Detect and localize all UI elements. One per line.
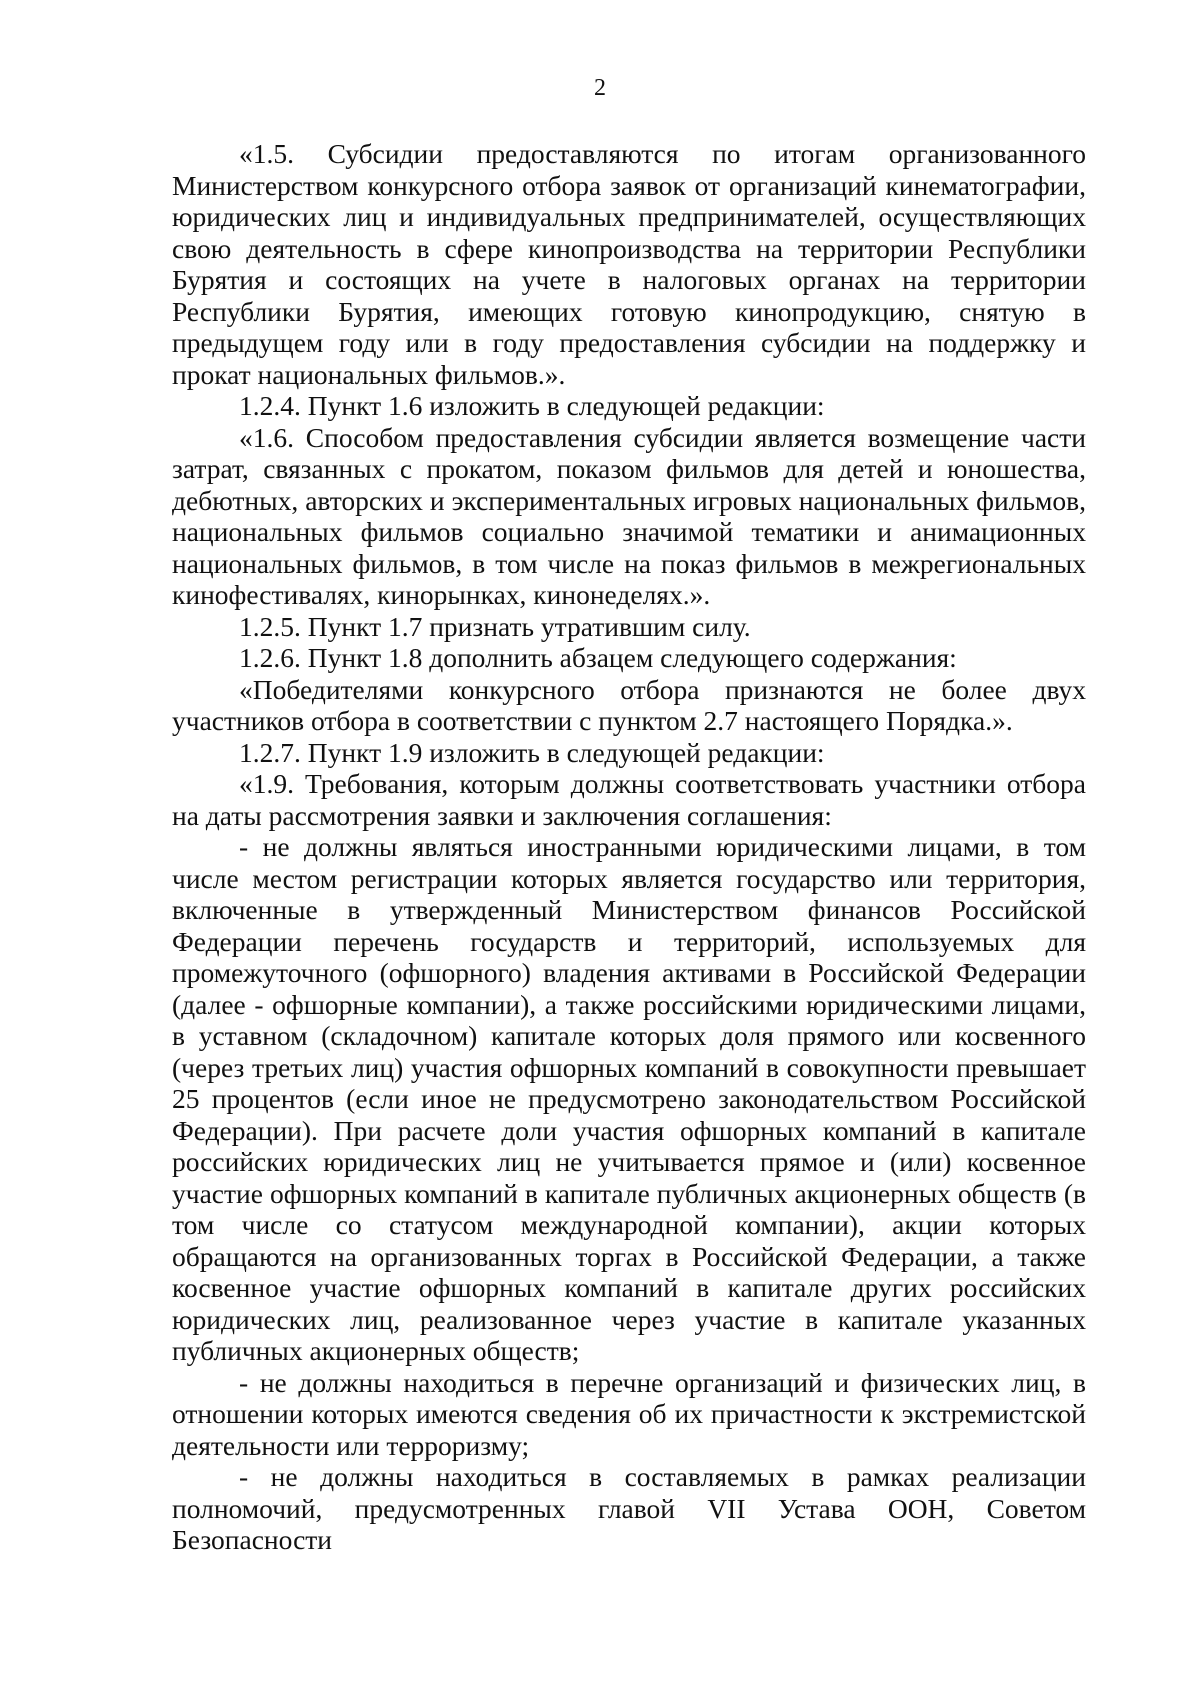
- document-body: [172, 138, 1086, 1556]
- page-number: 2: [594, 75, 606, 101]
- paragraph-amendment-1-2-6: 1.2.6. Пункт 1.8 дополнить абзацем следующего содержания:: [239, 642, 957, 673]
- paragraph-1-6-text: «1.6. Способом предоставления субсидии является возмещение части затрат, связанных с прокатом, показом фильмов для детей и юношества, дебютных, авторских и экспериментальных игровых национальных фильмов, национальных фильмов социально значимой тематики и анимационных национальных фильмов, в том числе на показ фильмов в межрегиональных кинофестивалях, кинорынках, кинонеделях.».: [172, 421, 1086, 610]
- paragraph-1-5-text: «1.5. Субсидии предоставляются по итогам организованного Министерством конкурсного отбора заявок от организаций кинематографии, юридических лиц и индивидуальных предпринимателей, осуществляющих свою деятельность в сфере кинопроизводства на территории Республики Бурятия и состоящих на учете в налоговых органах на территории Республики Бурятия, имеющих готовую кинопродукцию, снятую в предыдущем году или в году предоставления субсидии на поддержку и прокат национальных фильмов.».: [172, 138, 1086, 390]
- paragraph-winners-text: «Победителями конкурсного отбора признаются не более двух участников отбора в соответствии с пунктом 2.7 настоящего Порядка.».: [172, 673, 1086, 736]
- paragraph-amendment-1-2-5: 1.2.5. Пункт 1.7 признать утратившим силу.: [239, 610, 751, 642]
- paragraph-amendment-1-2-7: 1.2.7. Пункт 1.9 изложить в следующей редакции:: [239, 736, 825, 768]
- paragraph-1-9-text: «1.9. Требования, которым должны соответствовать участники отбора на даты рассмотрения заявки и заключения соглашения:: [172, 768, 1086, 831]
- list-item-un-sanctions-requirement: - не должны находиться в составляемых в рамках реализации полномочий, предусмотренных главой VII Устава ООН, Советом Безопасности: [172, 1461, 1086, 1555]
- list-item-extremism-requirement: - не должны находиться в перечне организаций и физических лиц, в отношении которых имеются сведения об их причастности к экстремистской деятельности или терроризму;: [172, 1366, 1086, 1461]
- paragraph-amendment-1-2-4: 1.2.4. Пункт 1.6 изложить в следующей редакции:: [239, 390, 825, 421]
- list-item-offshore-requirement: - не должны являться иностранными юридическими лицами, в том числе местом регистрации которых является государство или территория, включенные в утвержденный Министерством финансов Российской Федерации перечень государств и территорий, используемых для промежуточного (офшорного) владения активами в Российской Федерации (далее - офшорные компании), а также российскими юридическими лицами, в уставном (складочном) капитале которых доля прямого или косвенного (через третьих лиц) участия офшорных компаний в совокупности превышает 25 процентов (если иное не предусмотрено законодательством Российской Федерации). При расчете доли участия офшорных компаний в капитале российских юридических лиц не учитывается прямое и (или) косвенное участие офшорных компаний в капитале публичных акционерных обществ (в том числе со статусом международной компании), акции которых обращаются на организованных торгах в Российской Федерации, а также косвенное участие офшорных компаний в капитале других российских юридических лиц, реализованное через участие в капитале указанных публичных акционерных обществ;: [172, 831, 1086, 1366]
